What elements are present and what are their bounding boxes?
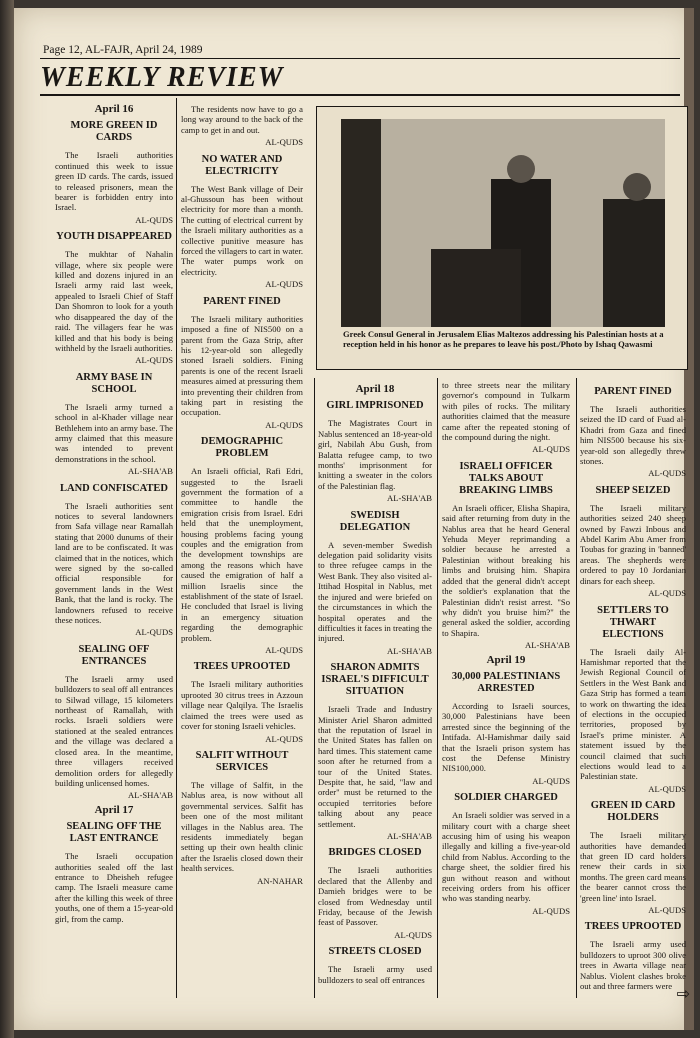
article-body: The Israeli authorities continued this week to issue green ID cards. The cards, issued to released prisoners, mean the bearer is forbidden entry into Israel.: [55, 150, 173, 213]
article-headline: TREES UPROOTED: [584, 921, 682, 933]
article-body: The village of Salfit, in the Nablus area, is now without all governmental services. Salfit has been one of the most militant villages in the Nablus area. The residents immediately began setting up their own health clinic after the Israelis closed down their health services.: [181, 779, 303, 874]
continue-arrow-icon: ⇨: [676, 986, 690, 1003]
page-folio: Page 12, AL-FAJR, April 24, 1989: [43, 44, 203, 56]
title-rule: [40, 94, 680, 96]
article-source: AL-SHA'AB: [128, 790, 173, 801]
article-body: The Israeli army used bulldozers to uproot 300 olive trees in Awarta village near Nablus. Violent clashes broke out and three farmers were: [580, 939, 686, 992]
article-source: AL-QUDS: [135, 355, 173, 366]
article-body: The residents now have to go a long way around to the back of the camp to get in and out.: [181, 104, 303, 135]
article-body: According to Israeli sources, 30,000 Palestinians have been arrested since the beginning of the Intifada. Al-Hamishmar daily said that the Israeli prison system has cost the Defense Ministry NIS100,000.: [442, 700, 570, 774]
article-headline: STREETS CLOSED: [328, 946, 422, 958]
article-headline: GREEN ID CARD HOLDERS: [590, 800, 676, 824]
article-body: The Magistrates Court in Nablus sentenced an 18-year-old girl, Nabilah Abu Gush, from Balatta refugee camp, to two months' imprisonment for knitting a sweater in the colors of the Palestinian flag.: [318, 418, 432, 491]
article-source: AL-QUDS: [135, 627, 173, 638]
column-1: [55, 100, 173, 924]
article-source: AL-QUDS: [394, 929, 432, 940]
article-body: The West Bank village of Deir al-Ghussoun has been without electricity for more than a month. The cutting of electrical current by the Israeli military authorities as a collective punitive measure has forced the villagers to cart in water. The water pumps work on electricity.: [181, 183, 303, 277]
column-rule: [437, 378, 438, 998]
article-body: The Israeli army used bulldozers to seal off all entrances to Silwad village, 15 kilometers northeast of Ramallah, with rocks. Israeli soldiers were stationed at the sealed entrances and the village was declared a closed area. In the meantime, three villagers received demolition orders for allegedly building unlicensed homes.: [55, 673, 173, 788]
article-source: AL-SHA'AB: [387, 493, 432, 504]
article-source: AL-SHA'AB: [387, 645, 432, 656]
article-headline: SEALING OFF THE LAST ENTRANCE: [66, 821, 162, 845]
article-body: to three streets near the military governor's compound in Tulkarm with piles of rocks. The military authorities claimed that the measure came after the repeated stoning of the compound during the night.: [442, 380, 570, 443]
article-source: AL-QUDS: [265, 419, 303, 430]
article-body: A seven-member Swedish delegation paid solidarity visits to three refugee camps in the West Bank. They also visited al-Ittihad Hospital in Nablus, met the injured and were briefed on the circumstances in which the hospital operates and the difficulties it faces in treating the injured.: [318, 539, 432, 644]
article-body: An Israeli soldier was served in a military court with a charge sheet accusing him of using his weapon illegally and killing a five-year-old child from Nablus. According to the charge sheet, the soldier fired his gun without reason and without receiving orders from his officer who was standing nearby.: [442, 810, 570, 904]
article-source: AL-QUDS: [532, 775, 570, 786]
column-rule: [576, 378, 577, 998]
article-source: AL-QUDS: [648, 468, 686, 479]
article-headline: SWEDISH DELEGATION: [339, 509, 411, 533]
article-body: The Israeli military authorities uprooted 30 citrus trees in Azzoun village near Qalqilya. The Israelis claimed the trees were used as cover for stoning Israeli vehicles.: [181, 679, 303, 732]
article-headline: MORE GREEN ID CARDS: [70, 120, 158, 144]
article-body: The Israeli authorities seized the ID card of Fuad al-Khadri from Gaza and fined him NIS500 because his six-year-old son allegedly threw stones.: [580, 404, 686, 467]
column-rule: [176, 98, 177, 998]
article-headline: YOUTH DISAPPEARED: [56, 231, 172, 243]
article-headline: SETTLERS TO THWART ELECTIONS: [597, 604, 669, 640]
date-heading: April 18: [355, 383, 395, 395]
article-body: The Israeli authorities sent notices to several landowners from Safa village near Ramallah stating that 2000 dunums of their land are to be confiscated. It was claimed that in the notices, which were signed by the so-called official responsible for government lands in the West Bank, that the land is rocky. The landowners refused to receive these notices.: [55, 500, 173, 626]
article-body: The Israeli military authorities seized 240 sheep owned by Fawzi Inbous and Abdel Karim Abu Amer from Toubas for grazing in 'banned' areas. The shepherds were ordered to pay 10 Jordanian dinars for each sheep.: [580, 502, 686, 586]
article-headline: LAND CONFISCATED: [59, 482, 169, 494]
binding-gutter: [0, 0, 14, 1038]
article-body: The Israeli daily Al-Hamishmar reported that the Jewish Regional Council of Settlers in the West Bank and Gaza Strip has formed a team to work on thwarting the idea of elections in the occupied territories, proposed by Israel's prime minister. A statement issued by the council claimed that such elections would lead to a Palestinian state.: [580, 646, 686, 782]
column-rule: [314, 378, 315, 998]
article-headline: SHEEP SEIZED: [595, 484, 671, 496]
article-headline: TREES UPROOTED: [193, 661, 291, 673]
column-3: [318, 380, 432, 985]
article-source: AL-QUDS: [265, 733, 303, 744]
article-source: AL-QUDS: [265, 645, 303, 656]
date-heading: April 19: [486, 653, 526, 666]
article-body: Israeli Trade and Industry Minister Ariel Sharon admitted that the reputation of Israel in the United States has fallen on hard times. This statement came soon after he returned from a tour of the United States. Despite that, he said, "law and order" must be returned to the occupied territories before talking about any peace settlement.: [318, 704, 432, 829]
article-source: AL-SHA'AB: [525, 640, 570, 651]
article-source: AL-QUDS: [265, 279, 303, 290]
article-source: AL-QUDS: [532, 444, 570, 455]
date-heading: April 17: [94, 803, 134, 816]
column-2: [181, 104, 303, 890]
article-body: The Israeli military authorities have demanded that green ID card holders renew their cards in six months. The green card means the bearer cannot cross the 'green line' into Israel.: [580, 830, 686, 903]
article-body: The Israeli occupation authorities sealed off the last entrance to Dheisheh refugee camp. The Israeli measure came after the killing this week of three youths, one of them a 15-year-old girl, from the camp.: [55, 851, 173, 924]
section-title: WEEKLY REVIEW: [40, 62, 284, 93]
column-4: [442, 380, 570, 920]
article-headline: GIRL IMPRISONED: [326, 400, 424, 412]
article-body: The mukhtar of Nahalin village, where six people were killed and dozens injured in an Israeli army raid last week, appealed to Israeli Chief of Staff Dan Shomron to look for a youth who disappeared the day of the raid. The villagers fear he was killed and that his body is being withheld by the Israeli authorities.: [55, 249, 173, 353]
article-source: AL-QUDS: [135, 214, 173, 225]
article-source: AL-QUDS: [648, 783, 686, 794]
top-rule: [40, 58, 680, 59]
article-body: An Israeli officer, Elisha Shapira, said after returning from duty in the Nablus area that he heard General Yehuda Meyer reprimanding a soldier because he arrested a Palestinian without breaking his limbs and bruising him. Shapira added that the general didn't accept the soldier's explanation that the Palestinian didn't resist arrest. "So why didn't you bruise him?" the general asked the soldier, according to Shapira.: [442, 502, 570, 638]
article-headline: ISRAELI OFFICER TALKS ABOUT BREAKING LIMBS: [459, 460, 553, 496]
article-source: AL-QUDS: [648, 905, 686, 916]
article-headline: ARMY BASE IN SCHOOL: [75, 371, 153, 395]
article-headline: NO WATER AND ELECTRICITY: [201, 153, 283, 177]
article-headline: SOLDIER CHARGED: [454, 792, 558, 804]
article-body: The Israeli army used bulldozers to seal off entrances: [318, 964, 432, 985]
article-body: An Israeli official, Rafi Edri, suggested to the Israeli government the formation of a committee to handle the emigration crisis from Israel. Edri held that the unemployment, housing problems facing young couples and the emigration from the development townships are among the reasons which have caused the emigration of half a million Israelis since the establishment of the state of Israel. He concluded that Israel is living in an emergency situation regarding the demographic problem.: [181, 466, 303, 643]
article-headline: BRIDGES CLOSED: [328, 847, 422, 859]
article-source: AL-SHA'AB: [387, 831, 432, 841]
photo-box: [316, 106, 688, 370]
article-source: AL-QUDS: [648, 588, 686, 599]
article-source: AL-SHA'AB: [128, 466, 173, 477]
article-source: AL-QUDS: [532, 905, 570, 916]
article-body: The Israeli army turned a school in al-Khader village near Bethlehem into an army base. The army claimed that this measure was intended to prevent demonstrations in the school.: [55, 401, 173, 464]
article-body: The Israeli authorities declared that the Allenby and Damieh bridges were to be closed from Wednesday until Friday, because of the Jewish feast of Passover.: [318, 865, 432, 928]
photo-caption: Greek Consul General in Jerusalem Elias Maltezos addressing his Palestinian hosts at a reception held in his honor as he prepares to leave his post./Photo by Ishaq Qawasmi: [343, 329, 664, 350]
article-body: The Israeli military authorities imposed a fine of NIS500 on a parent from the Gaza Strip, after his 12-year-old son allegedly stoned Israeli soldiers. Fining parents is one of the recent Israeli measures aimed at pressuring them into preventing their children from taking part in resisting the occupation.: [181, 313, 303, 418]
article-headline: SEALING OFF ENTRANCES: [78, 643, 150, 667]
article-source: AN-NAHAR: [257, 875, 303, 886]
consul-photo: [341, 119, 665, 327]
article-source: AL-QUDS: [265, 137, 303, 148]
article-headline: DEMOGRAPHIC PROBLEM: [200, 436, 284, 460]
article-headline: SALFIT WITHOUT SERVICES: [195, 749, 289, 773]
article-headline: SHARON ADMITS ISRAEL'S DIFFICULT SITUATION: [321, 662, 429, 698]
column-5: [580, 380, 686, 991]
article-headline: 30,000 PALESTINIANS ARRESTED: [451, 670, 561, 694]
article-headline: PARENT FINED: [203, 295, 281, 307]
date-heading: April 16: [94, 103, 134, 115]
article-headline: PARENT FINED: [594, 386, 672, 397]
